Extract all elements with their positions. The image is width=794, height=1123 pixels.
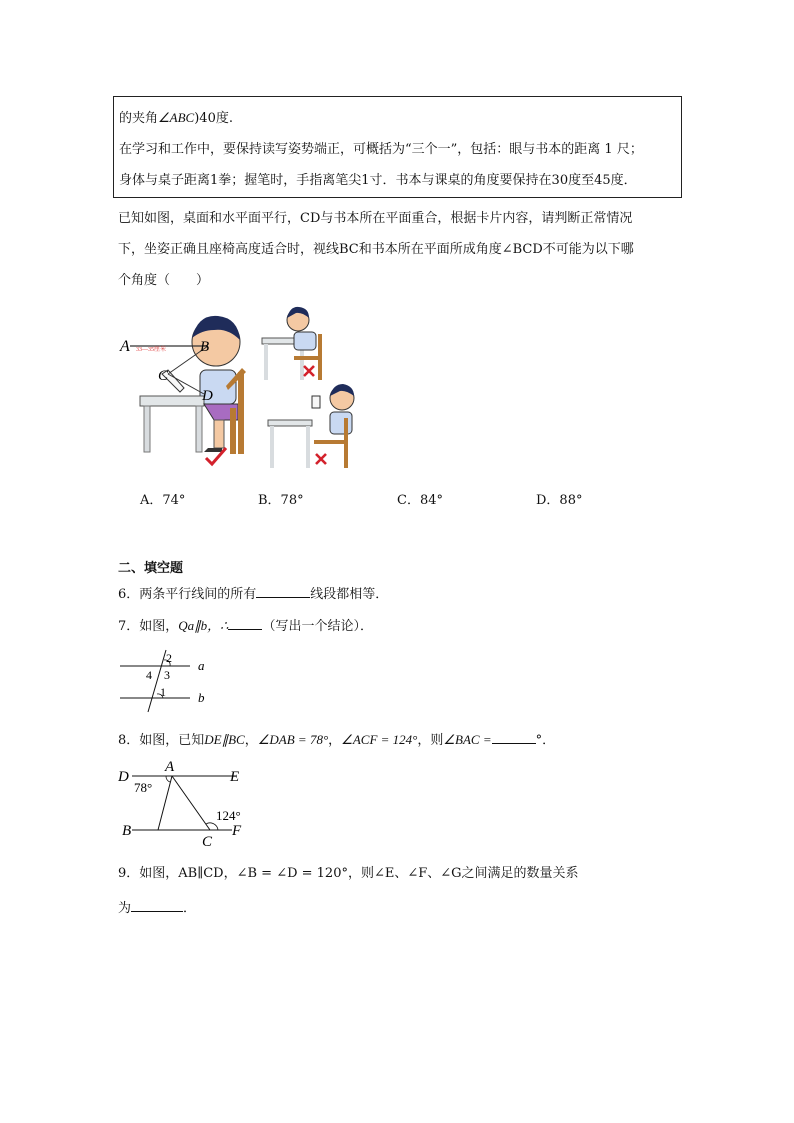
q5-line-3: 个角度（ ） bbox=[118, 273, 210, 288]
q8-blank[interactable] bbox=[492, 730, 536, 744]
svg-text:3: 3 bbox=[164, 668, 170, 682]
q6-blank[interactable] bbox=[256, 584, 310, 598]
fig-label-b: B bbox=[200, 339, 210, 355]
svg-text:1: 1 bbox=[160, 685, 166, 699]
q7-text: 7．如图，Qa∥b，∴ （写出一个结论）． bbox=[118, 618, 373, 634]
q9-line-1: 9．如图，AB∥CD，∠B = ∠D = 120°，则∠E、∠F、∠G之间满足的数量关系 bbox=[118, 866, 579, 881]
posture-figure bbox=[118, 300, 368, 475]
cross-icon bbox=[304, 366, 314, 376]
svg-text:E: E bbox=[230, 769, 240, 785]
q9-line-2: 为 ． bbox=[118, 898, 196, 918]
option-b[interactable]: B．78° bbox=[258, 493, 304, 508]
fig-label-c: C bbox=[158, 368, 169, 384]
section-title: 二、填空题 bbox=[118, 561, 184, 576]
q8-figure bbox=[118, 758, 258, 850]
fig-label-d: D bbox=[202, 388, 213, 404]
reading-boy-illustration bbox=[268, 384, 354, 468]
card-line-3: 身体与桌子距离1拳；握笔时，手指离笔尖1寸．书本与课桌的角度要保持在30度至45度． bbox=[119, 173, 637, 188]
q7-blank[interactable] bbox=[228, 616, 262, 630]
main-boy-illustration bbox=[140, 316, 246, 454]
card-line-1: 的夹角∠ABC)40度. bbox=[119, 110, 233, 126]
svg-text:D: D bbox=[118, 769, 129, 785]
q7-figure bbox=[118, 648, 218, 714]
option-c[interactable]: C．84° bbox=[397, 493, 443, 508]
svg-text:b: b bbox=[198, 690, 205, 705]
svg-text:2: 2 bbox=[166, 651, 172, 665]
q5-line-2: 下，坐姿正确且座椅高度适合时，视线BC和书本所在平面所成角度∠BCD不可能为以下哪 bbox=[118, 242, 634, 257]
q8-text: 8．如图，已知DE∥BC，∠DAB = 78°，∠ACF = 124°，则∠BAC = °． bbox=[118, 732, 556, 748]
fig-label-a: A bbox=[120, 338, 130, 355]
svg-text:a: a bbox=[198, 658, 205, 673]
card-line-2: 在学习和工作中，要保持读写姿势端正，可概括为“三个一”，包括：眼与书本的距离 1 尺； bbox=[119, 142, 643, 157]
q5-line-1: 已知如图，桌面和水平面平行，CD与书本所在平面重合，根据卡片内容，请判断正常情况 bbox=[118, 211, 633, 226]
svg-text:A: A bbox=[165, 759, 175, 775]
svg-text:78°: 78° bbox=[134, 780, 153, 795]
svg-text:C: C bbox=[202, 834, 213, 850]
option-a[interactable]: A．74° bbox=[140, 493, 186, 508]
q9-blank[interactable] bbox=[131, 898, 183, 912]
fig-distance-label: 33—35厘米 bbox=[136, 347, 167, 353]
svg-text:4: 4 bbox=[146, 668, 152, 682]
svg-text:F: F bbox=[232, 823, 242, 839]
slouching-boy-illustration bbox=[262, 307, 322, 380]
option-d[interactable]: D．88° bbox=[536, 493, 583, 508]
cross-icon-2 bbox=[316, 454, 326, 464]
q6-text: 6．两条平行线间的所有 线段都相等． bbox=[118, 584, 388, 604]
svg-text:124°: 124° bbox=[216, 808, 241, 823]
svg-text:B: B bbox=[122, 823, 132, 839]
